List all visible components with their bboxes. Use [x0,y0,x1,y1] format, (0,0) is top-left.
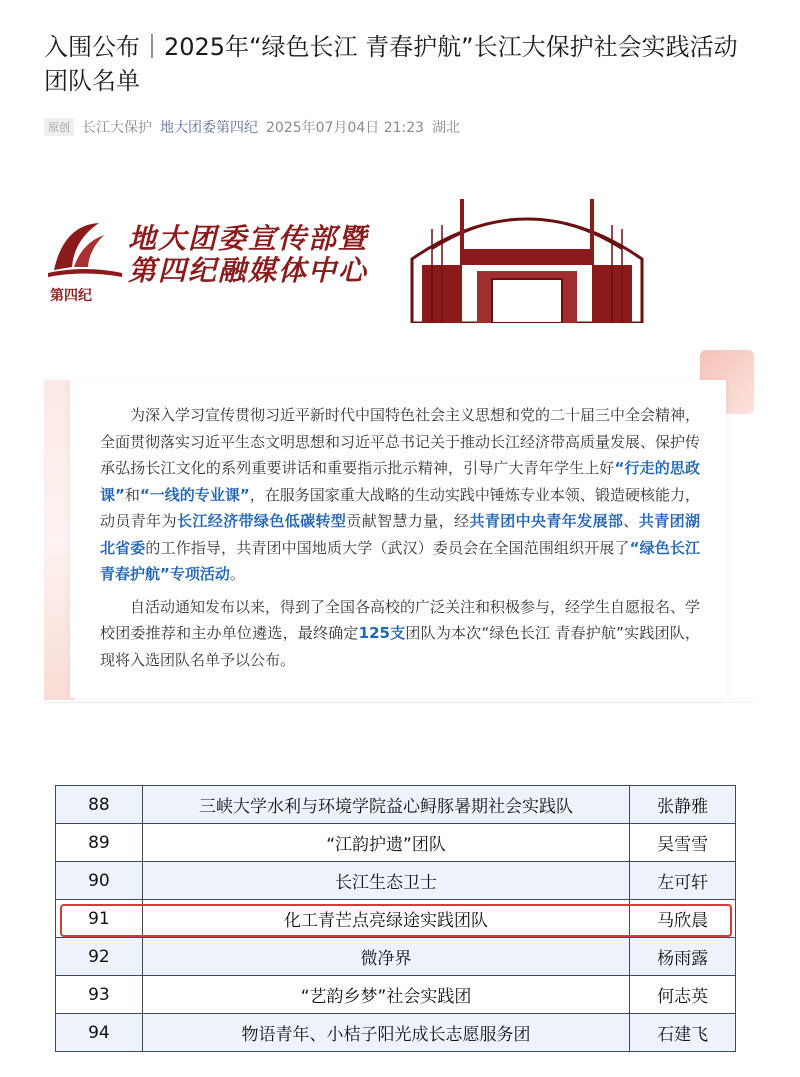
highlight-text: 125支 [358,624,406,642]
intro-paragraph-2 [100,594,700,674]
team-name: 长江生态卫士 [142,862,630,900]
highlight-text: “一线的专业课” [139,485,250,504]
sail-logo-icon [44,215,124,289]
team-number: 93 [56,976,143,1014]
highlight-text: 长江经济带绿色低碳转型 [176,512,347,530]
team-number: 89 [56,824,143,862]
body-text: 的工作指导，共青团中国地质大学（武汉）委员会在全国范围组织开展了 [145,538,630,557]
body-text: 贡献智慧力量，经 [346,512,470,530]
team-leader: 马欣晨 [630,900,736,938]
team-number: 92 [56,938,143,976]
university-gate-icon [402,189,652,327]
team-leader: 张静雅 [630,786,736,824]
highlight-text: 共青团中央青年发展部 [469,512,624,530]
header-banner [40,185,760,325]
table-row [56,786,736,824]
divider [44,702,754,703]
team-name: 化工青芒点亮绿途实践团队 [142,900,630,938]
team-leader: 左可轩 [630,862,736,900]
original-badge: 原创 [44,118,74,136]
team-number: 88 [56,786,143,824]
publish-location: 湖北 [432,120,461,136]
body-text: 为深入学习宣传贯彻习近平新时代中国特色社会主义思想和党的二十届三中全会精神，全面贯彻落实习近平生态文明思想和习近平总书记关于推动长江经济带高质量发展、保护传承弘扬长江文化的系列重要讲话和重要指示批示精神，引导广大青年学生上好 [100,406,701,477]
body-text: 。 [229,565,245,583]
article-title: 入围公布｜2025年“绿色长江 青春护航”长江大保护社会实践活动团队名单 [44,33,738,95]
team-leader: 吴雪雪 [630,824,736,862]
body-text: 自活动通知发布以来，得到了全国各高校的广泛关注和积极参与，经学生自愿报名、学校团委推荐和主办单位遴选，最终确定 [100,597,701,642]
team-name: “艺韵乡梦”社会实践团 [142,976,630,1014]
table-row [56,900,736,938]
team-name: “江韵护遗”团队 [142,824,630,862]
intro-card [70,380,726,698]
team-list-table [55,785,736,1052]
publish-datetime: 2025年07月04日 21:23 [266,120,425,136]
article-meta [44,116,460,138]
body-text: 和 [124,485,140,504]
team-leader: 石建飞 [630,1014,736,1052]
team-number: 90 [56,862,143,900]
team-leader: 何志英 [630,976,736,1014]
table-row [56,938,736,976]
table-row [56,976,736,1014]
team-number: 91 [56,900,143,938]
banner-line-1: 地大团委宣传部暨 [128,222,369,255]
highlight-text: 共青团湖北省委 [100,512,700,557]
banner-sub: 第四纪 [50,288,92,304]
table-row [56,862,736,900]
table-row [56,824,736,862]
body-text: ，在服务国家重大战略的生动实践中锤炼专业本领、锻造硬核能力，动员青年为 [100,485,700,530]
highlight-text: “绿色长江 青春护航”专项活动 [100,538,700,583]
team-name: 物语青年、小桔子阳光成长志愿服务团 [142,1014,630,1052]
body-text: 团队为本次“绿色长江 青春护航”实践团队，现将入选团队名单予以公布。 [100,624,701,669]
team-name: 微净界 [142,938,630,976]
author-name: 长江大保护 [82,120,152,136]
banner-title [128,223,368,287]
team-name: 三峡大学水利与环境学院益心鲟豚暑期社会实践队 [142,786,630,824]
account-link[interactable]: 地大团委第四纪 [160,120,258,136]
highlight-text: “行走的思政课” [100,459,701,504]
table-row [56,1014,736,1052]
body-text: 、 [623,512,639,530]
team-leader: 杨雨露 [630,938,736,976]
banner-line-2: 第四纪融媒体中心 [128,254,369,287]
intro-paragraph-1 [100,402,700,588]
team-number: 94 [56,1014,143,1052]
